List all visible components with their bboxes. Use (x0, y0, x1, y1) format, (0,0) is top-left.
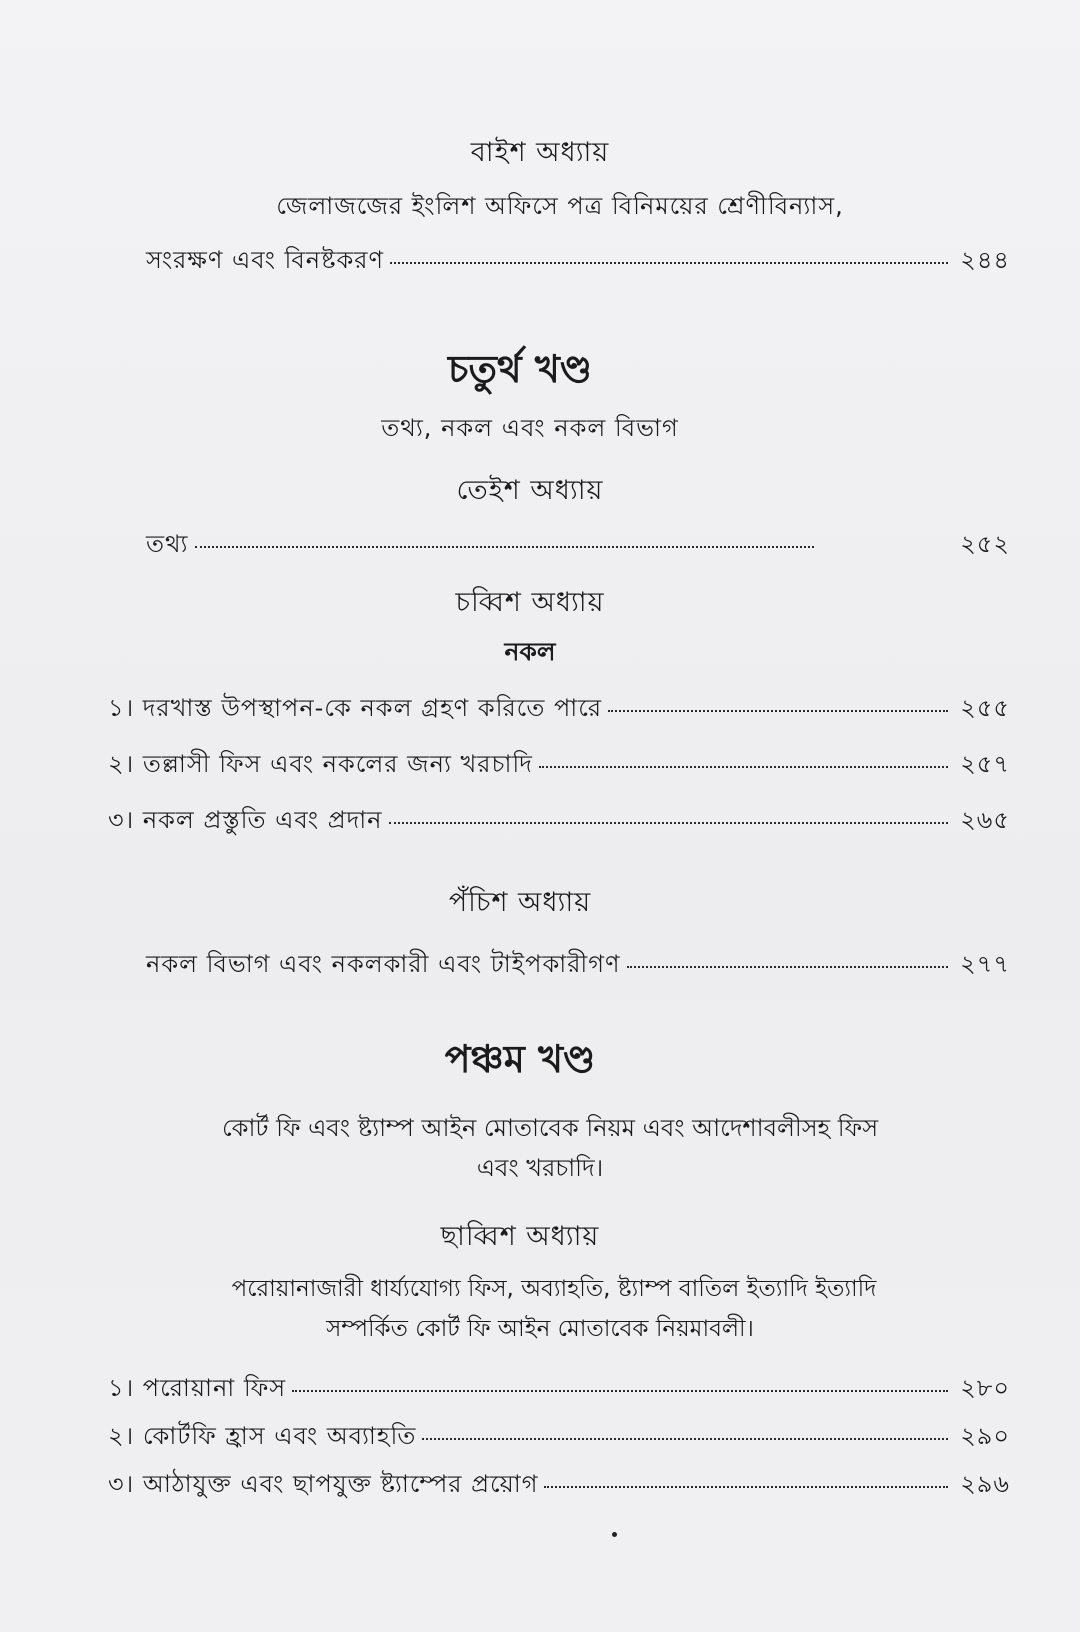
page-number: ২৫২ (960, 530, 1010, 558)
toc-entry (108, 746, 1010, 786)
toc-entry (108, 1466, 1010, 1506)
part-5-heading: পঞ্চম খণ্ড (444, 1037, 596, 1081)
leader-dots (389, 822, 948, 824)
leader-dots (422, 1438, 948, 1440)
toc-entry (108, 690, 1010, 730)
toc-entry (146, 242, 1010, 282)
chapter-26-heading: ছাব্বিশ অধ্যায় (440, 1221, 600, 1252)
part-4-subtitle: তথ্য, নকল এবং নকল বিভাগ (381, 414, 679, 442)
page-number: ২৯০ (960, 1422, 1010, 1450)
page-number: ২৫৫ (960, 694, 1010, 722)
leader-dots (544, 1486, 948, 1488)
toc-entry (108, 1418, 1010, 1458)
toc-entry-text: তথ্য (146, 530, 189, 558)
page-number: ২৬৫ (960, 806, 1010, 834)
chapter-23-heading: তেইশ অধ্যায় (456, 475, 604, 506)
leader-dots (390, 262, 948, 264)
leader-dots (195, 546, 814, 548)
part-5-title-line2: এবং খরচাদি। (476, 1154, 604, 1182)
part-4-heading: চতুর্থ খণ্ড (447, 347, 593, 391)
toc-entry-text: সংরক্ষণ এবং বিনষ্টকরণ (146, 246, 384, 274)
toc-entry (146, 946, 1010, 986)
toc-entry-text: ৩। নকল প্রস্তুতি এবং প্রদান (108, 806, 383, 834)
toc-entry-text: নকল বিভাগ এবং নকলকারী এবং টাইপকারীগণ (146, 950, 621, 978)
chapter-24-heading: চব্বিশ অধ্যায় (455, 587, 605, 618)
page-number: ২৯৬ (960, 1470, 1010, 1498)
part-5-title-line1: কোর্ট ফি এবং ষ্ট্যাম্প আইন মোতাবেক নিয়ম এবং আদেশাবলীসহ ফিস (221, 1114, 879, 1142)
toc-entry-text: ২। কোর্টফি হ্রাস এবং অব্যাহতি (108, 1422, 417, 1450)
page-number: ২৫৭ (960, 750, 1010, 778)
chapter-26-title-line1: পরোয়ানাজারী ধার্য্যযোগ্য ফিস, অব্যাহতি, ষ্ট্যাম্প বাতিল ইত্যাদি ইত্যাদি (231, 1276, 877, 1302)
chapter-25-heading: পঁচিশ অধ্যায় (448, 887, 592, 918)
chapter-24-subheading: নকল (504, 637, 556, 666)
toc-entry-text: ২। তল্লাসী ফিস এবং নকলের জন্য খরচাদি (108, 750, 533, 778)
chapter-22-title-line1: জেলাজজের ইংলিশ অফিসে পত্র বিনিময়ের শ্রেণীবিন্যাস, (276, 192, 844, 220)
leader-dots (608, 710, 948, 712)
toc-entry-text: ১। দরখাস্ত উপস্থাপন-কে নকল গ্রহণ করিতে পারে (108, 694, 603, 722)
leader-dots (292, 1390, 948, 1392)
chapter-22-heading: বাইশ অধ্যায় (470, 137, 610, 168)
page-number: ২৭৭ (960, 950, 1010, 978)
leader-dots (539, 766, 948, 768)
page-number: ২৪৪ (960, 246, 1010, 274)
toc-entry-text: ১। পরোয়ানা ফিস (108, 1374, 287, 1402)
stray-dot (612, 1532, 617, 1537)
leader-dots (627, 966, 948, 968)
page-number: ২৮০ (960, 1374, 1010, 1402)
toc-entry (108, 1370, 1010, 1410)
chapter-26-title-line2: সম্পর্কিত কোর্ট ফি আইন মোতাবেক নিয়মাবলী। (326, 1316, 754, 1342)
toc-entry-text: ৩। আঠাযুক্ত এবং ছাপযুক্ত ষ্ট্যাম্পের প্রয়োগ (108, 1470, 539, 1498)
toc-entry (108, 802, 1010, 842)
toc-entry (146, 526, 1010, 566)
